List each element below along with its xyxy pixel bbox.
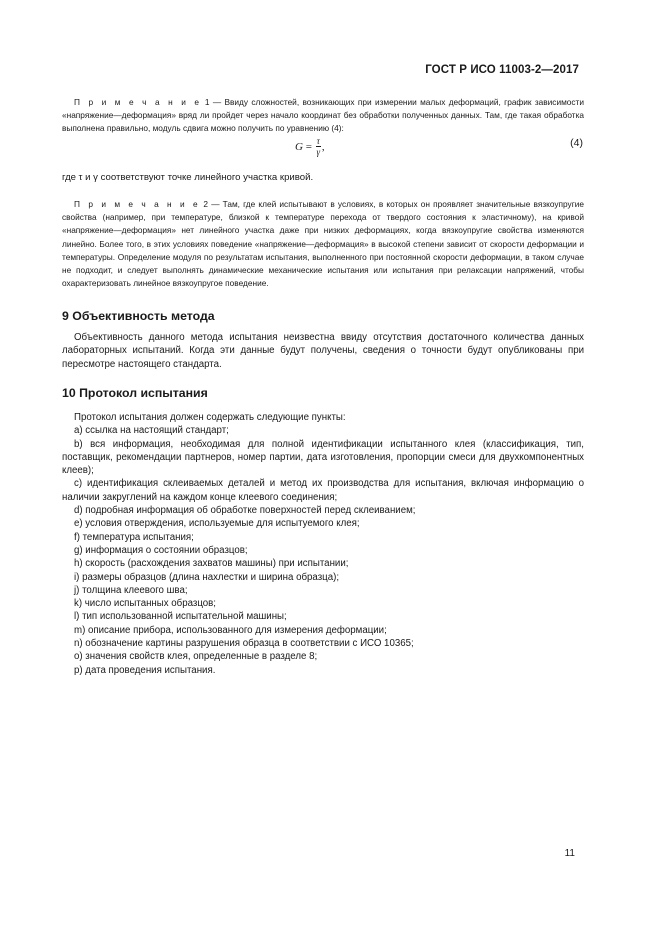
- where-line: где τ и γ соответствуют точке линейного участка кривой.: [62, 172, 314, 183]
- list-item: [62, 438, 584, 478]
- list-item-text: k) число испытанных образцов;: [74, 598, 216, 610]
- list-item: [62, 544, 584, 557]
- section-9-paragraph: Объективность данного метода испытания неизвестна ввиду отсутствия достаточного количества данных лабораторных испытаний. Когда эти данные будут получены, сведения о точности будут опубликованы при пересмотре настоящего стандарта.: [62, 332, 584, 370]
- list-item: [62, 650, 584, 663]
- formula-lhs: G: [295, 141, 303, 153]
- note-1-label: П р и м е ч а н и е: [74, 97, 202, 107]
- formula-4: [295, 136, 325, 158]
- list-item-text: e) условия отверждения, используемые для испытуемого клея;: [74, 518, 360, 530]
- list-item-text: g) информация о состоянии образцов;: [74, 544, 248, 556]
- list-item: [62, 517, 584, 530]
- note-2-label: П р и м е ч а н и е: [74, 199, 201, 209]
- note-2: [62, 198, 584, 290]
- list-item-text: j) толщина клеевого шва;: [74, 584, 188, 596]
- formula-trail: ,: [321, 141, 325, 153]
- list-item-text: a) ссылка на настоящий стандарт;: [74, 425, 229, 437]
- list-item: [62, 664, 584, 677]
- list-item: [62, 571, 584, 584]
- formula-numerator: τ: [316, 136, 320, 146]
- list-item-text: m) описание прибора, использованного для измерения деформации;: [74, 624, 387, 636]
- list-item: [62, 624, 584, 637]
- list-item: [62, 637, 584, 650]
- list-item-text: p) дата проведения испытания.: [74, 664, 216, 676]
- list-item: [62, 597, 584, 610]
- list-item: [62, 477, 584, 504]
- list-item: [62, 504, 584, 517]
- list-item: [62, 531, 584, 544]
- formula-fraction: [316, 136, 321, 158]
- note-2-text: 2 — Там, где клей испытывают в условиях, в которых он проявляет значительные вязкоупругие свойства (например, при температуре, близкой к температуре перехода от твердого состояния к эластичному), на кривой «напряжение—деформация» нет линейного участка даже при низких деформациях, когда вязкоупругие свойства изменяются линейно. Более того, в этих условиях поведение «напряжение—деформация» в высокой степени зависит от скорости деформации и температуры. Определение модуля по результатам испытания, выполненного при постоянной скорости деформации, в таком случае не подходит, и следует выполнять динамические механические испытания или испытания при релаксации напряжений, чтобы охарактеризовать линейное вязкоупругое поведение.: [62, 199, 584, 289]
- list-item-text: c) идентификация склеиваемых деталей и метод их производства для испытания, включая информацию о наличии закруглений на каждом конце клеевого соединения;: [62, 478, 584, 503]
- section-9-text: [62, 331, 584, 371]
- list-item-text: d) подробная информация об обработке поверхностей перед склеиванием;: [74, 505, 416, 517]
- list-item-text: l) тип использованной испытательной машины;: [74, 611, 287, 623]
- protocol-list: [62, 411, 584, 677]
- note-1: [62, 96, 584, 136]
- document-header: ГОСТ Р ИСО 11003-2—2017: [425, 64, 579, 76]
- list-item-text: f) температура испытания;: [74, 531, 194, 543]
- list-item-text: o) значения свойств клея, определенные в разделе 8;: [74, 651, 318, 663]
- protocol-intro: [62, 411, 584, 424]
- list-item-text: n) обозначение картины разрушения образца в соответствии с ИСО 10365;: [74, 638, 414, 650]
- formula-denominator: γ: [316, 147, 321, 157]
- list-item: [62, 610, 584, 623]
- equation-number: (4): [570, 137, 583, 149]
- note-1-text: 1 — Ввиду сложностей, возникающих при измерении малых деформаций, график зависимости «напряжение—деформация» вряд ли пройдет через начало координат без обработки полученных данных. Там, где такая обработка выполнена правильно, модуль сдвига можно получить по уравнению (4):: [62, 97, 584, 134]
- protocol-intro-text: Протокол испытания должен содержать следующие пункты:: [74, 412, 346, 423]
- page-number: 11: [564, 848, 575, 859]
- list-item: [62, 557, 584, 570]
- list-item-text: i) размеры образцов (длина нахлестки и ширина образца);: [74, 571, 340, 583]
- section-10-title: 10 Протокол испытания: [62, 386, 208, 400]
- list-item: [62, 424, 584, 437]
- list-item: [62, 584, 584, 597]
- section-9-title: 9 Объективность метода: [62, 309, 215, 323]
- formula-eq: =: [305, 141, 312, 153]
- list-item-text: b) вся информация, необходимая для полной идентификации испытанного клея (классификация, тип, поставщик, рекомендации партнеров, номер партии, дата изготовления, пропорции смеси для двухкомпонентных клеев);: [62, 438, 584, 477]
- list-item-text: h) скорость (расхождения захватов машины) при испытании;: [74, 558, 349, 570]
